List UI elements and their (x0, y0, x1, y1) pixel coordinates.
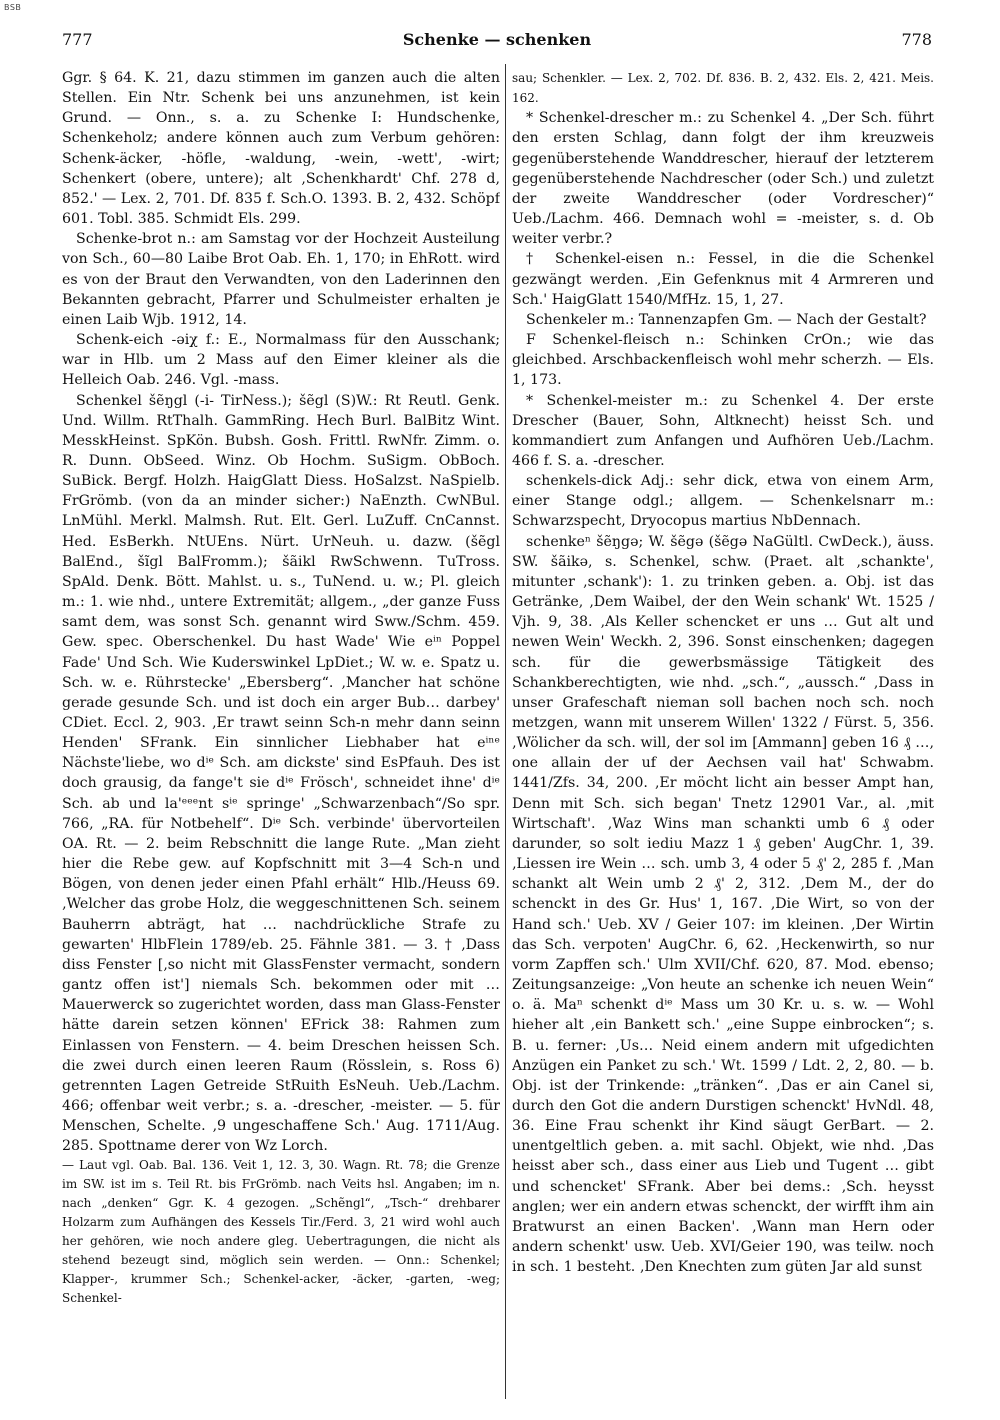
running-title: Schenke — schenken (402, 30, 592, 49)
entry-schenkels-dick: schenkels-dick Adj.: sehr dick, etwa von einem Arm, einer Stange odgl.; allgem. — Schenkelsnarr m.: Schwarzspecht, Dryocopus martius NbDennach. (512, 473, 934, 530)
entry-schenkel-notes: — Laut vgl. Oab. Bal. 136. Veit 1, 12. 3, 30. Wagn. Rt. 78; die Grenze im SW. ist im s. Teil Rt. bis FrGrömb. nach Veits hsl. Angaben; im n. nach „denken“ Ggr. K. 4 gezogen. „Schẽngl“, „Tsch-“ drehbarer Holzarm zum Aufhängen des Kessels Tir./Ferd. 3, 21 wird wohl auch her gehören, wie noch andere gleg. Uebertragungen, die nicht als stehend bezeugt sind, möglich sein werden. — Onn.: Schenkel; Klapper-, krummer Sch.; Schenkel-acker, -äcker, -garten, -weg; Schenkel- (62, 1158, 500, 1306)
entry-schenke-continued: Ggr. § 64. K. 21, dazu stimmen im ganzen auch die alten Stellen. Ein Ntr. Schenk bei uns anzunehmen, ist kein Grund. — Onn., s. a. zu Schenke I: Hundschenke, Schenkeholz; andere können auch zum Verbum gehören: Schenk-äcker, -höfle, -waldung, -wein, -wett', -wirt; Schenkert (obere, untere); alt ‚Schenkhardt' Chf. 278 d, 852.' — Lex. 2, 701. Df. 835 f. Sch.O. 1393. B. 2, 432. Schöpf 601. Tobl. 385. Schmidt Els. 299. (62, 70, 500, 228)
page-number-right: 778 (901, 30, 932, 49)
entry-schenkeler: Schenkeler m.: Tannenzapfen Gm. — Nach der Gestalt? (526, 311, 927, 328)
entry-schenk-eich: Schenk-eich -əiχ f.: E., Normalmass für den Ausschank; war in Hlb. um 2 Mass auf den Eimer kleiner als die Helleich Oab. 246. Vgl. -mass. (62, 332, 500, 389)
page-header (62, 30, 932, 54)
entry-schenken: schenkeⁿ šẽŋgə; W. šẽgə (šẽgə NaGültl. CwDeck.), äuss. SW. šãikə, s. Schenkel, schw. (Praet. alt ‚schankte', mitunter ‚schank'): 1. zu trinken geben. a. Obj. ist das Getränke, ‚Dem Waibel, der den Wein schank' Wt. 1525 / Vjh. 9, 38. ‚Als Keller schencket er uns … Gut alt und newen Wein' Weckh. 2, 396. Sonst einschenken; dagegen sch. für die gewerbsmässige Tätigkeit des Schankberechtigten, wie nhd. „sch.“, „aussch.“ ‚Dass in unser Grafeschaft nieman soll bachen noch sch. noch metzgen, wann mit unserem Willen' 1322 / Fürst. 5, 356. ‚Wölicher da sch. will, der sol im [Ammann] geben 16 ₰ …, one allain der uf der Aechsen vail hat' Schwabm. 1441/Zfs. 34, 200. ‚Er möcht licht ain besser Ampt han, Denn mit Sch. sich began' Tnetz 12901 Var., al. ‚mit Wirtschaft'. ‚Waz Wins man schankti umb 6 ₰ oder darunder, so solt iediu Mazz 1 ₰ geben' AugChr. 1, 39. ‚Liessen ire Wein … sch. umb 3, 4 oder 5 ₰' 2, 285 f. ‚Man schankt alt Wein umb 2 ₰' 2, 312. ‚Dem M., der do schenckt in des Gr. Hus' 1, 167. ‚Die Wirt, so von der Hand sch.' Ueb. XV / Geier 107: im kleinen. ‚Der Wirtin das Sch. verpoten' AugChr. 6, 62. ‚Heckenwirth, so nur vorm Zapffen sch.' Ulm XVII/Chf. 620, 87. Mod. ebenso; Zeitungsanzeige: „Von heute an schenke ich neuen Wein“ o. ä. Maⁿ schenkt dⁱᵉ Mass um 30 Kr. u. s. w. — Wohl hieher alt ‚ein Bankett sch.' „eine Suppe einbrocken“; s. B. u. ferner: ‚Us… Neid einem andern mit ufgedichten Anzügen ein Panket zu sch.' Wt. 1599 / Ldt. 2, 2, 80. — b. Obj. ist der Trinkende: „tränken“. ‚Das er ain Canel si, durch den Got die andern Durstigen schenckt' HvNdl. 48, 36. Eine Frau schenkt ihr Kind säugt GerBart. — 2. unentgeltlich geben. a. mit sachl. Objekt, wie nhd. ‚Das heisst aber sch., dass einer aus Lieb und Tugent … gibt und schencket' SFrank. Aber bei dems.: ‚Sch. heysst anglen; wer ein andern etwas schenckt, der wirfft ihm ain Bratwurst an einen Backen'. ‚Wann man Hern oder andern schenkt' usw. Ueb. XVI/Geier 190, was teilw. noch in sch. 1 besteht. ‚Den Knechten zum güten Jar ald sunst (512, 533, 934, 1276)
entry-schenkel-drescher: * Schenkel-drescher m.: zu Schenkel 4. „Der Sch. führt den ersten Schlag, dann folgt der ihm kreuzweis gegenüberstehende Wanddrescher, hierauf der letzterem gegenüberstehende Nachdrescher (oder Sch.) und zuletzt der zweite Wanddrescher (oder Vordrescher)“ Ueb./Lachm. 466. Demnach wohl = -meister, s. d. Ob weiter verbr.? (512, 110, 934, 248)
page-number-left: 777 (62, 30, 93, 49)
right-column (512, 68, 934, 1398)
entry-schenkel-meister: * Schenkel-meister m.: zu Schenkel 4. Der erste Drescher (Bauer, Sohn, Altknecht) heisst Sch. und kommandiert zum Anfangen und Aufhören Ueb./Lachm. 466 f. S. a. -drescher. (512, 392, 934, 469)
entry-schenkelsau-continued: sau; Schenkler. — Lex. 2, 702. Df. 836. B. 2, 432. Els. 2, 421. Meis. 162. (512, 71, 934, 106)
column-divider (505, 64, 506, 1399)
library-mark: BSB (4, 3, 22, 12)
left-column (62, 68, 500, 1398)
entry-schenkel-fleisch: F Schenkel-fleisch n.: Schinken CrOn.; wie das gleichbed. Arschbackenfleisch wohl mehr scherzh. — Els. 1, 173. (512, 332, 934, 389)
entry-schenkel: Schenkel šẽŋgl (-i- TirNess.); šẽgl (S)W.: Rt Reutl. Genk. Und. Willm. RtThalh. GammRing. Hech Burl. BalBitz Wint. MesskHeinst. SpKön. Bubsh. Gosh. Frittl. RwNfr. Zimm. o. R. Dunn. ObSeed. Winz. Ob Hochm. SuSigm. ObBoch. SuBick. Bergf. Holzh. HaigGlatt Diess. HoSalzst. NaSpielb. FrGrömb. (von da an minder sicher:) NaEnzth. CwNBul. LnMühl. Merkl. Malmsh. Rut. Elt. Gerl. LuZuff. CnCannst. Hed. EsBerkh. NtUEns. Nürt. UrNeuh. u. dazw. (šẽgl BalEnd., šĩgl BalFromm.); šãikl RwSchwenn. TuTross. SpAld. Denk. Bött. Mahlst. u. s., TuNend. u. w.; Pl. gleich m.: 1. wie nhd., untere Extremität; allgem., „der ganze Fuss samt dem, was sonst Sch. genannt wird Sww./Schm. 459. Gew. spec. Oberschenkel. Du hast Wade' Wie eⁱⁿ Poppel Fade' Und Sch. Wie Kuderswinkel LpDiet.; W. w. e. Spatz u. Sch. w. e. Rührstecke' „Ebersberg“. ‚Mancher hat schöne gerade gesunde Sch. und ist doch ein arger Bub… darbey' CDiet. Eccl. 2, 903. ‚Er trawt seinn Sch-n mehr dann seinn Henden' SFrank. Ein sinnlicher Liebhaber hat eⁱⁿᵉ Nächste'liebe, wo dⁱᵉ Sch. am dickste' sind EsPfauh. Des ist doch grausig, da fange't sie dⁱᵉ Frösch', schneidet ihne' dⁱᵉ Sch. ab und la'ᵉᵉᵉnt sⁱᵉ springe' „Schwarzenbach“/So spr. 766, „RA. für Notbehelf“. Dⁱᵉ Sch. verbinde' übervorteilen OA. Rt. — 2. beim Rebschnitt die lange Rute. „Man zieht hier die Rebe gew. auf Kopfschnitt mit 3—4 Sch-n und Bögen, von denen jeder einen Pfahl erhält“ Hlb./Heuss 69. ‚Welcher das grobe Holz, die weggeschnittenen Sch. seinem Bauherrn abträgt, hat … nachdrückliche Strafe zu gewarten' HlbFlein 1789/eb. 25. Fähnle 381. — 3. † ‚Dass diss Fenster [‚so nicht mit GlassFenster vermacht, sondern gantz offen ist'] niemals Sch. bekommen oder mit … Mauerwerck so zugerichtet worden, dass man Glass-Fenster hätte darein setzen können' EFrick 38: Rahmen zum Einlassen von Fenstern. — 4. beim Dreschen heissen Sch. die zwei durch einen leeren Raum (Rösslein, s. Ross 6) getrennten Lagen Getreide StRuith EsNeuh. Ueb./Lachm. 466; offenbar weit verbr.; s. a. -drescher, -meister. — 5. für Menschen, Schelte. ‚9 ungeschaffene Sch.' Aug. 1711/Aug. 285. Spottname derer von Wz Lorch. (62, 392, 500, 1155)
entry-schenkel-eisen: † Schenkel-eisen n.: Fessel, in die die Schenkel gezwängt werden. ‚Ein Gefenknus mit 4 Armreren und Sch.' HaigGlatt 1540/MfHz. 15, 1, 27. (512, 251, 934, 308)
entry-schenke-brot: Schenke-brot n.: am Samstag vor der Hochzeit Austeilung von Sch., 60—80 Laibe Brot Oab. Eh. 1, 170; in EhRott. wird es von der Braut den Verwandten, von den Laderinnen den Bekannten gebracht, Pfarrer und Schulmeister erhalten je einen Laib Wjb. 1912, 14. (62, 231, 500, 328)
